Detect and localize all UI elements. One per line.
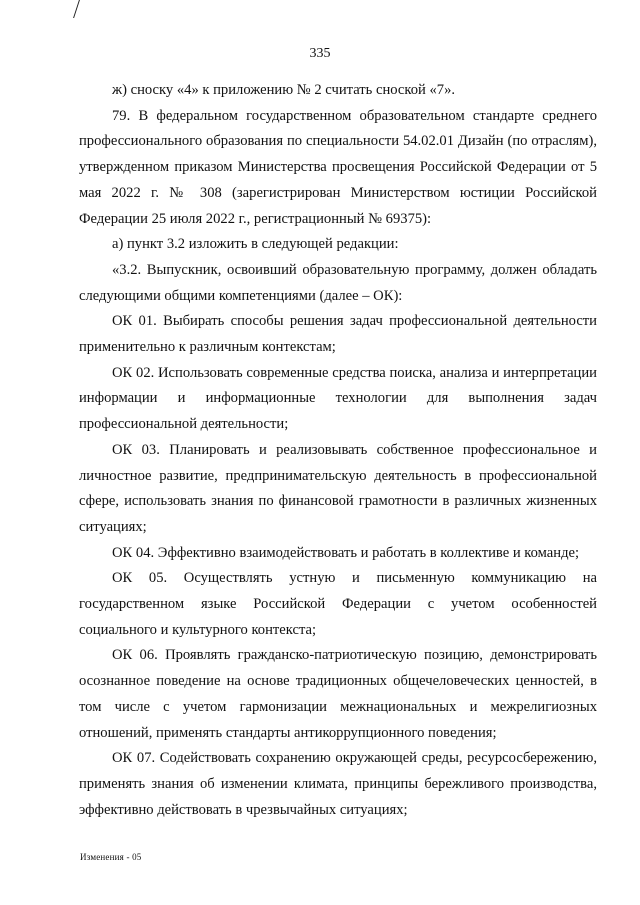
competence-ok-02: ОК 02. Использовать современные средства поиска, анализа и интерпретации информации и информационные технологии для выполнения задач профессиональной деятельности; <box>79 364 597 433</box>
document-body <box>79 78 597 823</box>
competence-ok-07: ОК 07. Содействовать сохранению окружающей среды, ресурсосбережению, применять знания об изменении климата, принципы бережливого производства, эффективно действовать в чрезвычайных ситуациях; <box>79 750 597 818</box>
paragraph-subitem-a: а) пункт 3.2 изложить в следующей редакции: <box>112 236 399 253</box>
paragraph-footnote-change: ж) сноску «4» к приложению № 2 считать сноской «7». <box>112 82 456 98</box>
paragraph-clause-3-2: «3.2. Выпускник, освоивший образовательную программу, должен обладать следующими общими компетенциями (далее – ОК): <box>79 261 597 304</box>
scan-mark <box>63 0 80 18</box>
footer-revision-note: Изменения - 05 <box>80 852 142 862</box>
competence-ok-01: ОК 01. Выбирать способы решения задач профессиональной деятельности применительно к различным контекстам; <box>79 313 597 356</box>
competence-ok-04: ОК 04. Эффективно взаимодействовать и работать в коллективе и команде; <box>112 544 580 561</box>
page-number: 335 <box>309 46 331 61</box>
competence-ok-06: ОК 06. Проявлять гражданско-патриотическую позицию, демонстрировать осознанное поведение на основе традиционных общечеловеческих ценностей, в том числе с учетом гармонизации межнациональных и межрелигиозных отношений, применять стандарты антикоррупционного поведения; <box>79 647 597 741</box>
competence-ok-05: ОК 05. Осуществлять устную и письменную коммуникацию на государственном языке Российской Федерации с учетом особенностей социального и культурного контекста; <box>79 570 597 638</box>
competence-ok-03: ОК 03. Планировать и реализовывать собственное профессиональное и личностное развитие, предпринимательскую деятельность в профессиональной сфере, использовать знания по финансовой грамотности в различных жизненных ситуациях; <box>79 441 597 535</box>
paragraph-item-79: 79. В федеральном государственном образовательном стандарте среднего профессионального образования по специальности 54.02.01 Дизайн (по отраслям), утвержденном приказом Министерства просвещения Российской Федерации от 5 мая 2022 г. № 308 (зарегистрирован Министерством юстиции Российской Федерации 25 июля 2022 г., регистрационный № 69375): <box>79 107 597 227</box>
